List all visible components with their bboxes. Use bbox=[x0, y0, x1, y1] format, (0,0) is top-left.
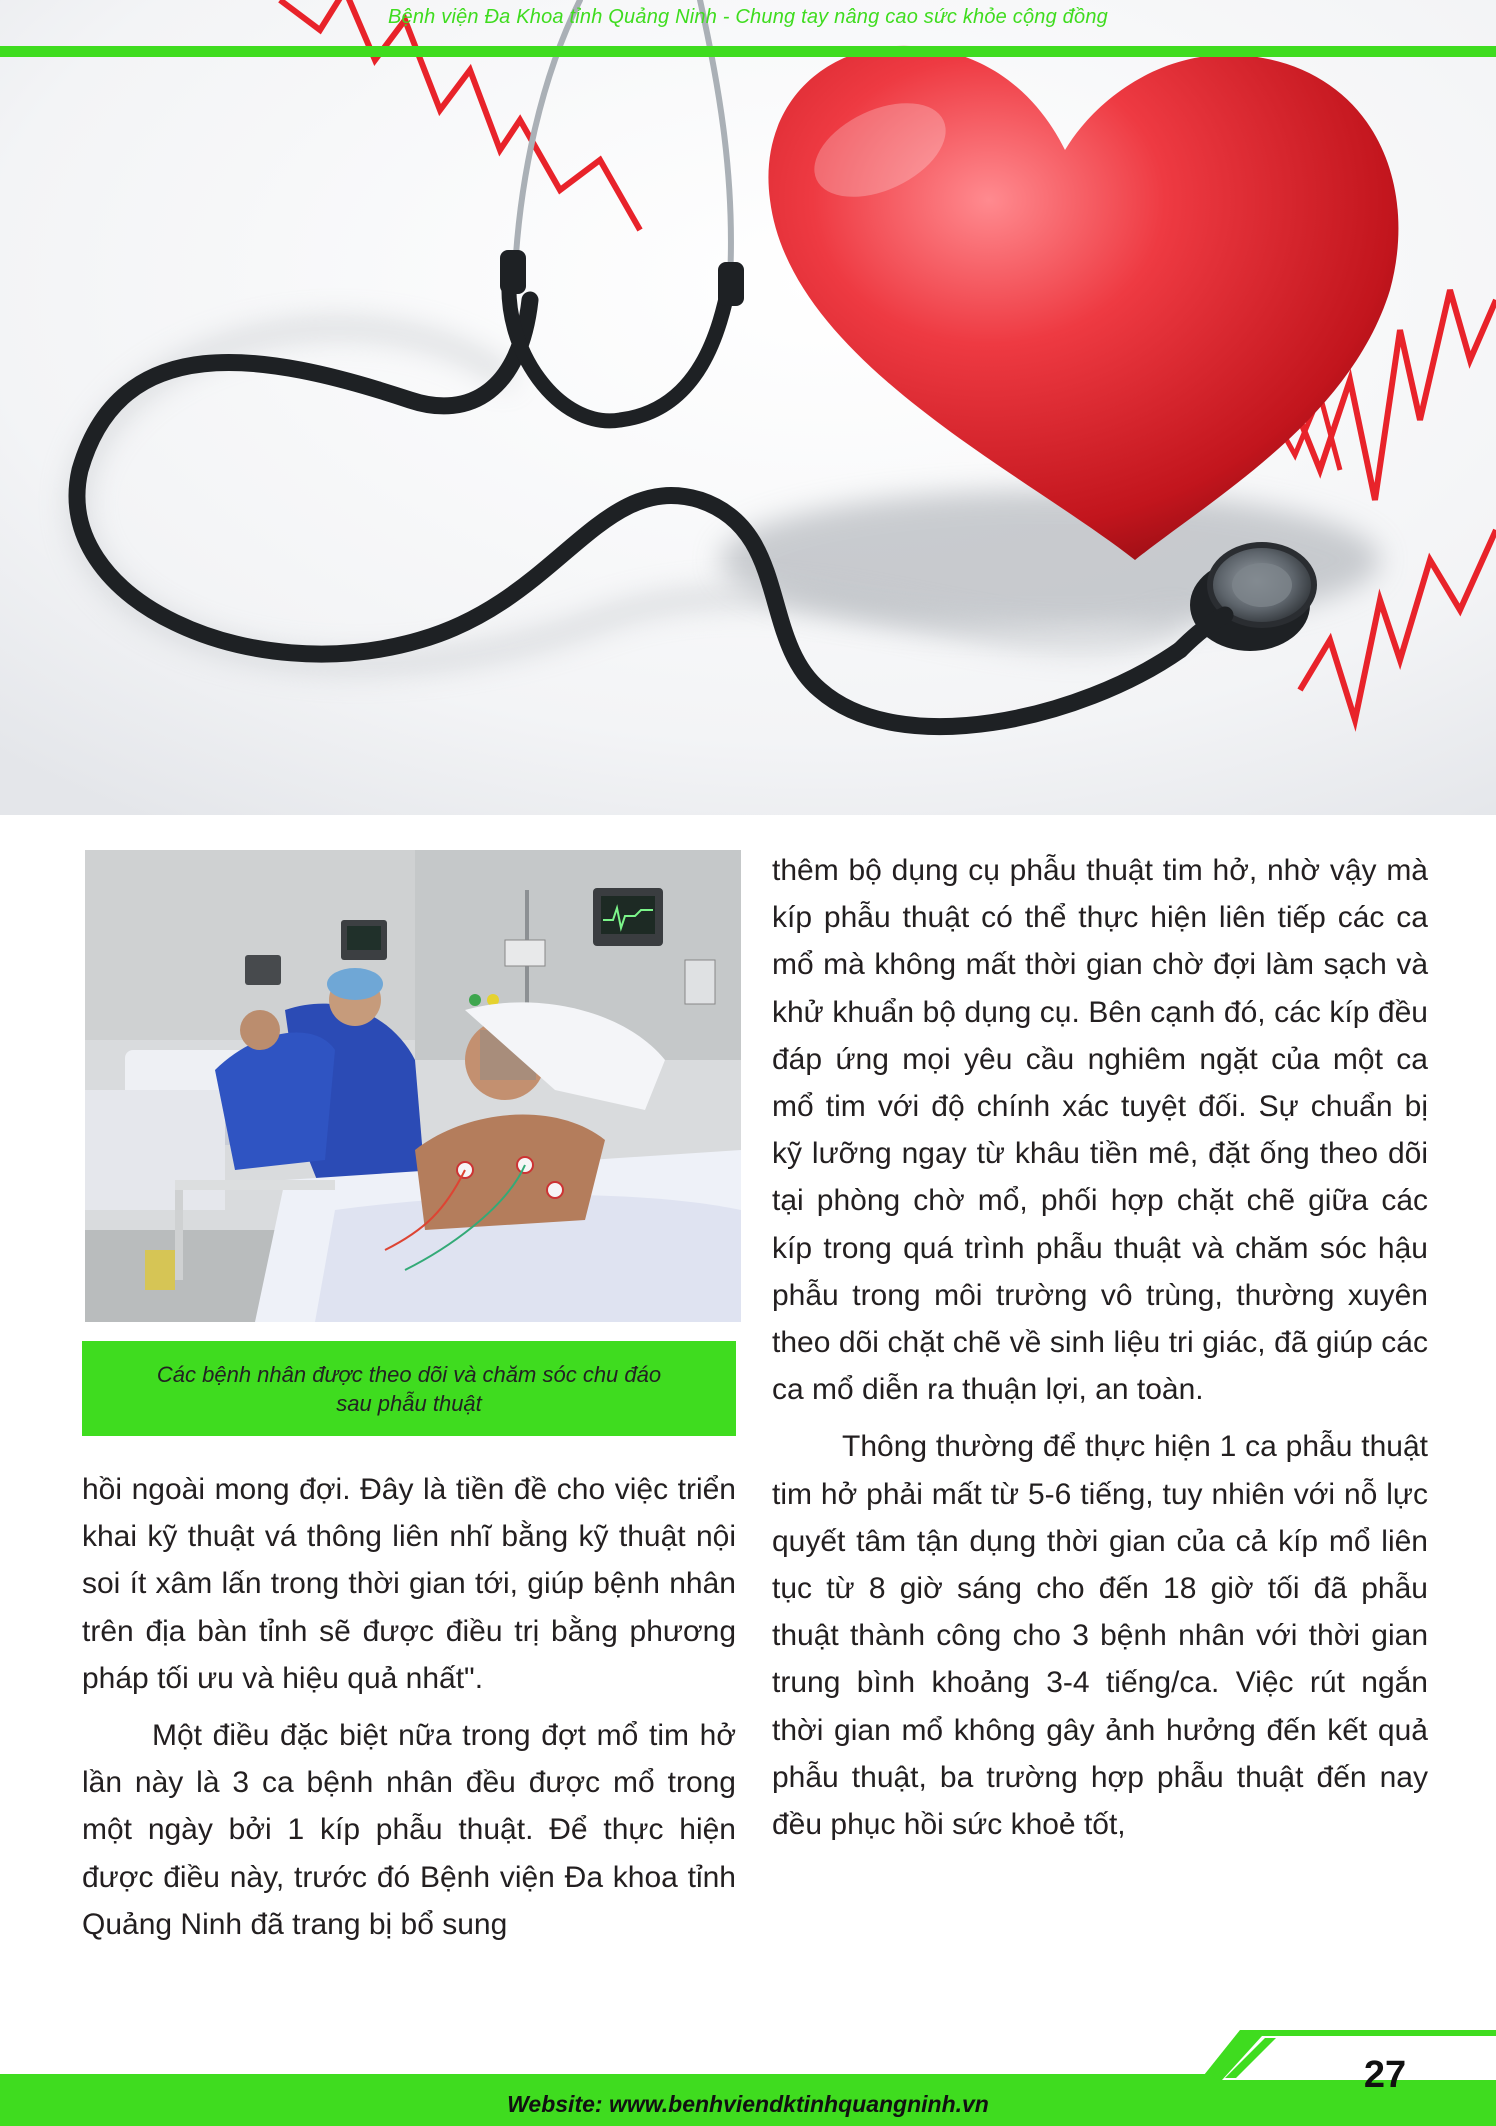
article-right-column bbox=[772, 847, 1428, 1848]
hospital-ward-photo bbox=[85, 850, 741, 1322]
page-number: 27 bbox=[1363, 2054, 1407, 2096]
hero-heart-stethoscope-illustration bbox=[0, 0, 1496, 815]
photo-caption: Các bệnh nhân được theo dõi và chăm sóc chu đáo sau phẫu thuật bbox=[156, 1361, 662, 1416]
ear-tip-right bbox=[718, 262, 744, 306]
article-left-column bbox=[82, 1466, 736, 1948]
header-accent-bar bbox=[0, 46, 1496, 57]
ear-tip-left bbox=[500, 250, 526, 294]
article-paragraph: Thông thường để thực hiện 1 ca phẫu thuật tim hở phải mất từ 5-6 tiếng, tuy nhiên với nỗ lực quyết tâm tận dụng thời gian của cả kíp mổ liên tục từ 8 giờ sáng cho đến 18 giờ tối đã phẫu thuật thành công cho 3 bệnh nhân với thời gian trung bình khoảng 3-4 tiếng/ca. Việc rút ngắn thời gian mổ không gây ảnh hưởng đến kết quả phẫu thuật, ba trường hợp phẫu thuật đến nay đều phục hồi sức khoẻ tốt, bbox=[772, 1430, 1428, 1842]
article-paragraph: Một điều đặc biệt nữa trong đợt mổ tim hở lần này là 3 ca bệnh nhân đều được mổ trong một ngày bởi 1 kíp phẫu thuật. Để thực hiện được điều này, trước đó Bệnh viện Đa khoa tỉnh Quảng Ninh đã trang bị bổ sung bbox=[82, 1719, 736, 1941]
header-tagline: Bệnh viện Đa Khoa tỉnh Quảng Ninh - Chung tay nâng cao sức khỏe cộng đồng bbox=[388, 6, 1108, 28]
footer-website: Website: www.benhviendktinhquangninh.vn bbox=[507, 2091, 989, 2117]
article-paragraph: thêm bộ dụng cụ phẫu thuật tim hở, nhờ vậy mà kíp phẫu thuật có thể thực hiện liên tiếp các ca mổ mà không mất thời gian chờ đợi làm sạch và khử khuẩn bộ dụng cụ. Bên cạnh đó, các kíp đều đáp ứng mọi yêu cầu nghiêm ngặt của một ca mổ tim với độ chính xác tuyệt đối. Sự chuẩn bị kỹ lưỡng ngay từ khâu tiền mê, đặt ống theo dõi tại phòng chờ mổ, phối hợp chặt chẽ giữa các kíp trong quá trình phẫu thuật và chăm sóc hậu phẫu trong môi trường vô trùng, thường xuyên theo dõi chặt chẽ về sinh liệu tri giác, đã giúp các ca mổ diễn ra thuận lợi, an toàn. bbox=[772, 854, 1428, 1407]
article-paragraph: hồi ngoài mong đợi. Đây là tiền đề cho việc triển khai kỹ thuật vá thông liên nhĩ bằng kỹ thuật nội soi ít xâm lấn trong thời gian tới, giúp bệnh nhân trên địa bàn tỉnh sẽ được điều trị bằng phương pháp tối ưu và hiệu quả nhất". bbox=[82, 1473, 736, 1695]
photo-caption-box bbox=[82, 1341, 736, 1436]
